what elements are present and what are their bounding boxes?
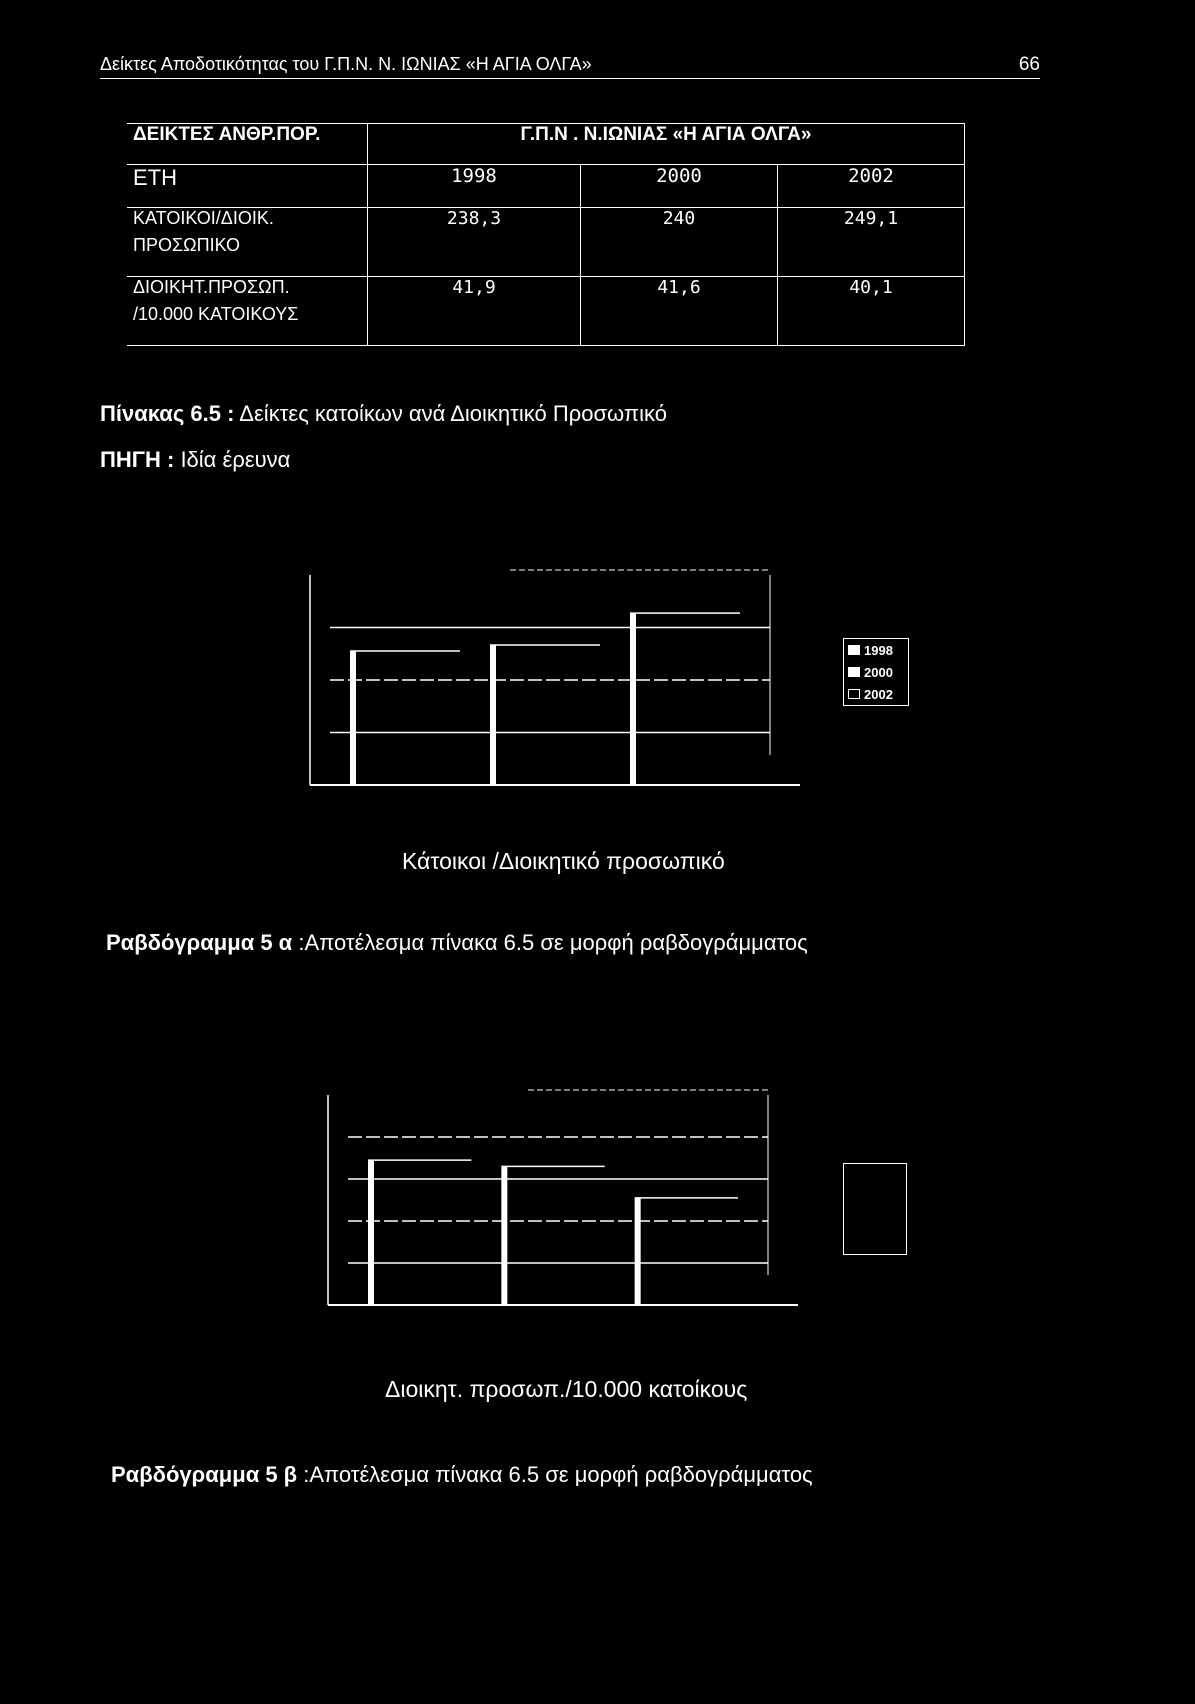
row-label: [127, 208, 368, 277]
table-header-label: ΔΕΙΚΤΕΣ ΑΝΘΡ.ΠΟΡ.: [127, 124, 368, 165]
chart-a-legend: [843, 638, 909, 706]
source-bold: ΠΗΓΗ :: [100, 447, 175, 472]
value-cell: 41,6: [581, 277, 778, 346]
legend-swatch: [848, 667, 860, 677]
table-row: [127, 277, 965, 346]
table-caption: [100, 401, 667, 427]
value-cell: 240: [581, 208, 778, 277]
page-header: [100, 54, 1040, 79]
table-caption-text: Δείκτες κατοίκων ανά Διοικητικό Προσωπικό: [234, 401, 667, 426]
table-row: [127, 165, 965, 208]
row-label-line: /10.000 ΚΑΤΟΙΚΟΥΣ: [133, 304, 299, 324]
row-label: [127, 277, 368, 346]
row-label-line: ΔΙΟΙΚΗΤ.ΠΡΟΣΩΠ.: [133, 277, 290, 297]
source-text: Ιδία έρευνα: [174, 447, 291, 472]
legend-item: [844, 683, 908, 705]
year-cell: 2002: [778, 165, 965, 208]
legend-item: [844, 639, 908, 661]
bar-1998: [350, 651, 356, 785]
value-cell: 40,1: [778, 277, 965, 346]
chart-b-legend: [843, 1163, 907, 1255]
row-label-line: ΠΡΟΣΩΠΙΚΟ: [133, 235, 241, 255]
bar-2000: [501, 1166, 507, 1305]
chart-b: [318, 1085, 818, 1330]
chart-a-xlabel: Κάτοικοι /Διοικητικό προσωπικό: [402, 848, 725, 874]
bar-2000: [490, 645, 496, 785]
table-caption-bold: Πίνακας 6.5 :: [100, 401, 235, 426]
years-label: ΕΤΗ: [127, 165, 368, 208]
bar-2002: [635, 1198, 641, 1305]
bar-2002: [630, 613, 636, 785]
legend-label: 2000: [864, 664, 893, 680]
chart-b-caption-text: :Αποτέλεσμα πίνακα 6.5 σε μορφή ραβδογράμματος: [297, 1462, 813, 1487]
year-cell: 2000: [581, 165, 778, 208]
chart-a-caption-bold: Ραβδόγραμμα 5 α: [106, 930, 293, 955]
chart-a-caption: [106, 930, 808, 956]
header-title: Δείκτες Αποδοτικότητας του Γ.Π.Ν. Ν. ΙΩΝΙΑΣ «Η ΑΓΙΑ ΟΛΓΑ»: [100, 54, 592, 74]
chart-b-xlabel: Διοικητ. προσωπ./10.000 κατοίκους: [385, 1376, 748, 1402]
chart-b-caption: [111, 1462, 813, 1488]
year-cell: 1998: [368, 165, 581, 208]
table-row: [127, 124, 965, 165]
source-line: [100, 447, 290, 473]
legend-item: [844, 661, 908, 683]
legend-swatch: [848, 645, 860, 655]
bar-1998: [368, 1160, 374, 1305]
value-cell: 249,1: [778, 208, 965, 277]
table-header-title: Γ.Π.Ν . Ν.ΙΩΝΙΑΣ «Η ΑΓΙΑ ΟΛΓΑ»: [368, 124, 965, 165]
table-row: [127, 208, 965, 277]
legend-label: 2002: [864, 686, 893, 702]
chart-a: [300, 565, 820, 810]
legend-swatch: [848, 689, 860, 699]
chart-a-caption-text: :Αποτέλεσμα πίνακα 6.5 σε μορφή ραβδογράμματος: [292, 930, 808, 955]
page-number: 66: [1018, 54, 1040, 75]
legend-label: 1998: [864, 642, 893, 658]
value-cell: 238,3: [368, 208, 581, 277]
chart-b-caption-bold: Ραβδόγραμμα 5 β: [111, 1462, 298, 1487]
indicators-table: [127, 123, 965, 346]
row-label-line: ΚΑΤΟΙΚΟΙ/ΔΙΟΙΚ.: [133, 208, 274, 228]
value-cell: 41,9: [368, 277, 581, 346]
